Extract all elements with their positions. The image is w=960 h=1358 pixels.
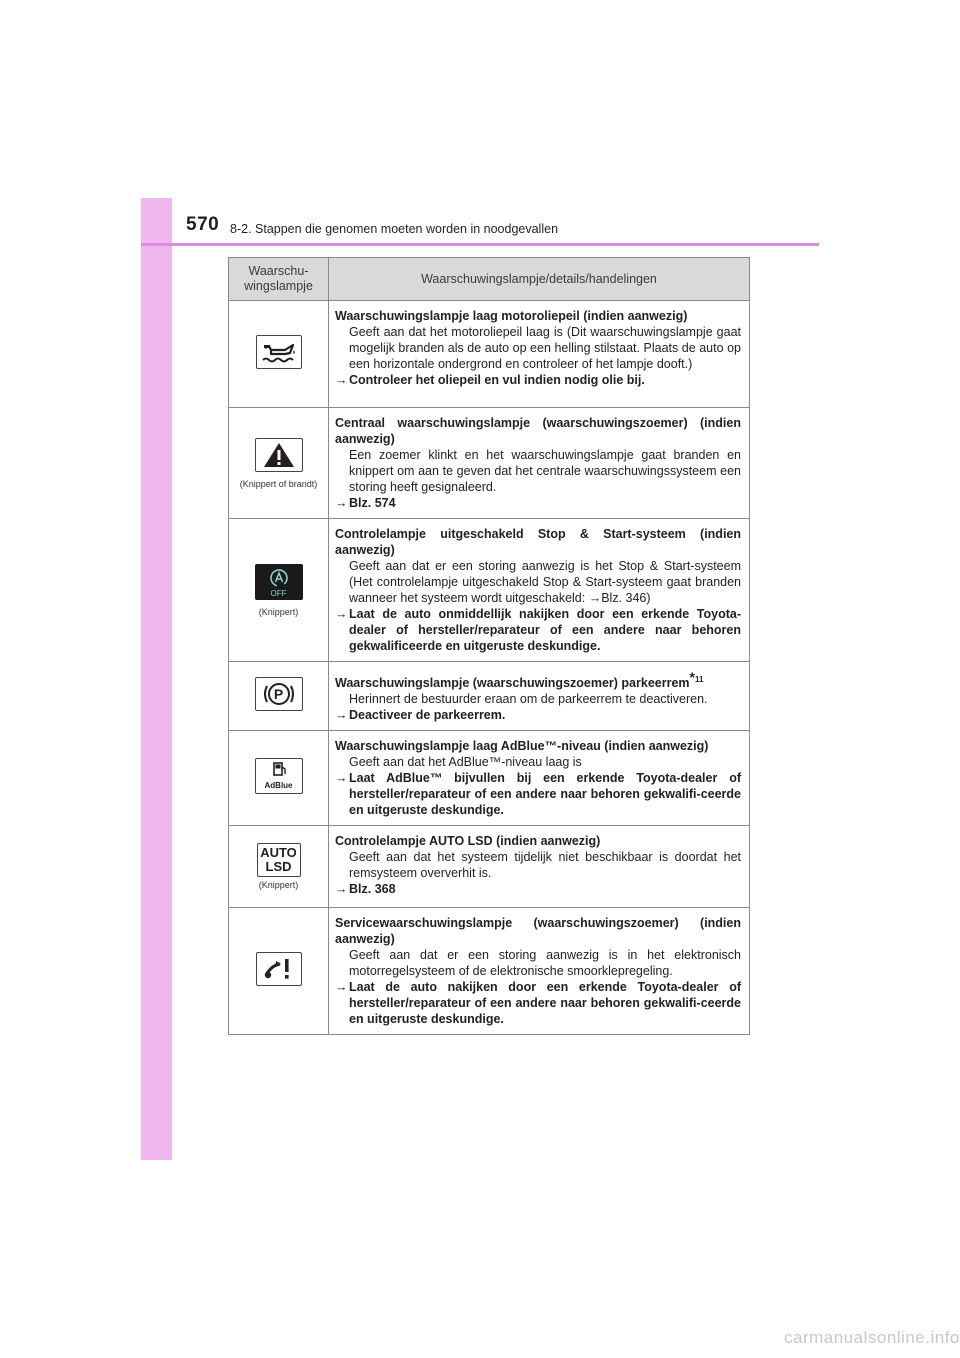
arrow-icon: →: [335, 607, 348, 621]
table-row: [229, 826, 750, 908]
footnote-star: *: [689, 669, 695, 685]
stop-start-off-icon: [255, 564, 303, 600]
text-cell: [329, 731, 750, 826]
entry-description: Een zoemer klinkt en het waarschuwingslampje gaat branden en knippert om aan te geven dat het centrale waarschuwingssysteem een storing heeft gesignaleerd.: [349, 448, 741, 494]
text-cell: [329, 519, 750, 662]
table-row: [229, 408, 750, 519]
chapter-side-band: [141, 198, 172, 1160]
entry-title: Controlelampje uitgeschakeld Stop & Start-systeem (indien aanwezig): [335, 527, 741, 557]
footnote-number: 11: [694, 675, 704, 684]
parking-brake-letter: P: [273, 685, 284, 702]
table-row: [229, 908, 750, 1035]
icon-cell: [229, 662, 329, 731]
text-cell: [329, 408, 750, 519]
warning-lights-table: [228, 257, 750, 1035]
text-cell: [329, 826, 750, 908]
col-header-lamp: Waarschu- wingslampje: [229, 258, 329, 301]
arrow-icon: →: [335, 771, 348, 786]
entry-description: Geeft aan dat er een storing aanwezig is in het elektronisch motorregelsysteem of de elektronische smoorklepregeling.: [349, 948, 741, 979]
service-warning-icon: [256, 952, 302, 986]
entry-action: [335, 606, 741, 654]
adblue-label: AdBlue: [264, 780, 293, 790]
table-row: [229, 519, 750, 662]
page-reference: Blz. 346): [601, 591, 651, 605]
arrow-icon: →: [335, 708, 348, 723]
entry-action-text: Laat AdBlue™ bijvullen bij een erkende Toyota-dealer of hersteller/reparateur of een andere naar behoren gekwalifi-ceerde en uitgeruste deskundige.: [349, 771, 741, 818]
entry-description: Geeft aan dat het systeem tijdelijk niet beschikbaar is doordat het remsysteem oververhit is.: [349, 850, 741, 881]
footer-watermark-logo: carmanualsonline.info: [784, 1328, 960, 1347]
arrow-icon: →: [335, 882, 348, 897]
table-header-row: [229, 258, 750, 301]
entry-action-text: Blz. 574: [349, 496, 396, 510]
entry-action: [335, 372, 741, 388]
icon-caption: (Knippert of brandt): [239, 478, 318, 489]
entry-action: [335, 881, 741, 897]
entry-action: [335, 495, 741, 511]
arrow-icon: →: [335, 980, 348, 995]
arrow-icon: →: [335, 496, 348, 510]
entry-action-text: Laat de auto nakijken door een erkende Toyota-dealer of hersteller/reparateur of een andere naar behoren gekwalifi-ceerde en uitgeruste deskundige.: [349, 980, 741, 1027]
icon-cell: [229, 301, 329, 408]
entry-title-text: Waarschuwingslampje (waarschuwingszoemer) parkeerrem: [335, 676, 690, 691]
adblue-icon: [255, 758, 303, 794]
icon-cell: [229, 519, 329, 662]
entry-title: Centraal waarschuwingslampje (waarschuwingszoemer) (indien aanwezig): [335, 416, 741, 446]
icon-cell: [229, 908, 329, 1035]
icon-caption: (Knippert): [258, 606, 299, 617]
entry-action: [335, 707, 741, 723]
entry-title: Waarschuwingslampje laag AdBlue™-niveau (indien aanwezig): [335, 739, 709, 754]
icon-caption: (Knippert): [258, 880, 299, 891]
entry-action: [335, 979, 741, 1027]
arrow-icon: →: [335, 373, 348, 387]
icon-cell: [229, 408, 329, 519]
entry-description-text: Geeft aan dat er een storing aanwezig is het Stop & Start-systeem (Het controlelampje uitgeschakeld Stop & Start-systeem gaat branden wanneer het systeem wordt uitgeschakeld:: [349, 559, 741, 605]
entry-title: Controlelampje AUTO LSD (indien aanwezig): [335, 834, 601, 849]
oil-level-icon: [256, 335, 302, 369]
table-row: [229, 662, 750, 731]
table-row: [229, 301, 750, 408]
auto-lsd-icon: [257, 843, 301, 877]
auto-lsd-line-1: AUTO: [260, 845, 297, 861]
text-cell: [329, 908, 750, 1035]
entry-action: [335, 770, 741, 818]
entry-description: Geeft aan dat het motoroliepeil laag is (Dit waarschuwingslampje gaat mogelijk branden als de auto op een helling stilstaat. Plaats de auto op een horizontale ondergrond en controleer of het lampje dooft.): [349, 325, 741, 371]
entry-title: Servicewaarschuwingslampje (waarschuwingszoemer) (indien aanwezig): [335, 916, 741, 947]
entry-action-text: Laat de auto onmiddellijk nakijken door een erkende Toyota-dealer of hersteller/reparateur of een andere naar behoren gekwalificeerde en uitgeruste deskundige.: [349, 607, 741, 653]
parking-brake-icon: [255, 677, 303, 711]
entry-title: Waarschuwingslampje laag motoroliepeil (indien aanwezig): [335, 309, 688, 323]
entry-description: [349, 558, 741, 606]
entry-title: [335, 669, 741, 691]
entry-description: Herinnert de bestuurder eraan om de parkeerrem te deactiveren.: [349, 692, 708, 707]
text-cell: [329, 301, 750, 408]
page-number: 570: [186, 214, 220, 235]
text-cell: [329, 662, 750, 731]
col-header-details: Waarschuwingslampje/details/handelingen: [329, 258, 750, 301]
entry-action-text: Deactiveer de parkeerrem.: [349, 708, 506, 723]
arrow-icon: →: [588, 591, 602, 605]
icon-cell: [229, 826, 329, 908]
master-warning-icon: [255, 438, 303, 472]
icon-cell: [229, 731, 329, 826]
table-row: [229, 731, 750, 826]
section-title: 8-2. Stappen die genomen moeten worden in noodgevallen: [230, 222, 559, 236]
entry-description: Geeft aan dat het AdBlue™-niveau laag is: [349, 755, 582, 770]
auto-lsd-line-2: LSD: [265, 859, 292, 875]
entry-action-text: Blz. 368: [349, 882, 396, 897]
footnote-reference: [689, 669, 704, 685]
header-rule: [141, 243, 819, 246]
entry-action-text: Controleer het oliepeil en vul indien nodig olie bij.: [349, 373, 645, 387]
stop-start-off-label: OFF: [270, 588, 287, 598]
